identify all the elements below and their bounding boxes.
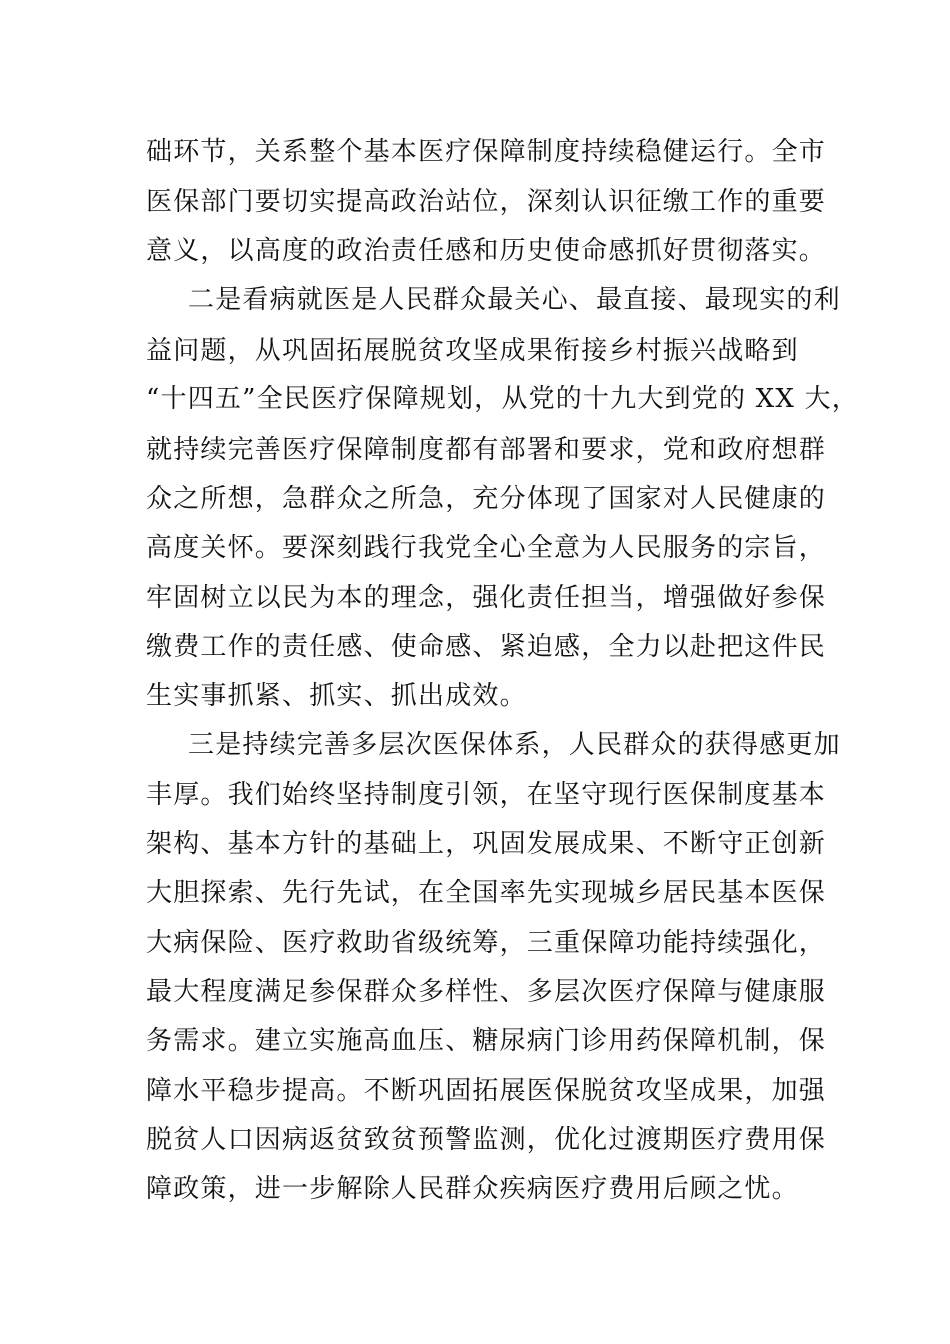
- paragraph-3-line-2: 丰厚。我们始终坚持制度引领，在坚守现行医保制度基本: [146, 780, 827, 810]
- paragraph-2-line-1: 二是看病就医是人民群众最关心、最直接、最现实的利: [188, 285, 841, 315]
- paragraph-2-line-4: 就持续完善医疗保障制度都有部署和要求，党和政府想群: [146, 435, 827, 465]
- paragraph-2-line-5: 众之所想，急群众之所急，充分体现了国家对人民健康的: [146, 484, 827, 514]
- paragraph-3-line-3: 架构、基本方针的基础上，巩固发展成果、不断守正创新: [146, 829, 827, 859]
- paragraph-3-line-7: 务需求。建立实施高血压、糖尿病门诊用药保障机制，保: [146, 1026, 827, 1056]
- paragraph-3-line-9: 脱贫人口因病返贫致贫预警监测，优化过渡期医疗费用保: [146, 1125, 827, 1155]
- paragraph-2-line-6: 高度关怀。要深刻践行我党全心全意为人民服务的宗旨，: [146, 533, 827, 563]
- paragraph-3-line-5: 大病保险、医疗救助省级统筹，三重保障功能持续强化，: [146, 928, 827, 958]
- paragraph-2-line-7: 牢固树立以民为本的理念，强化责任担当，增强做好参保: [146, 583, 827, 613]
- paragraph-3-line-4: 大胆探索、先行先试，在全国率先实现城乡居民基本医保: [146, 878, 827, 908]
- paragraph-3-line-10: 障政策，进一步解除人民群众疾病医疗费用后顾之忧。: [146, 1174, 799, 1204]
- paragraph-1-line-1: 础环节，关系整个基本医疗保障制度持续稳健运行。全市: [146, 137, 827, 167]
- paragraph-1-line-3: 意义，以高度的政治责任感和历史使命感抓好贯彻落实。: [146, 236, 827, 266]
- paragraph-2-line-2: 益问题，从巩固拓展脱贫攻坚成果衔接乡村振兴战略到: [146, 336, 799, 366]
- paragraph-3-line-6: 最大程度满足参保群众多样性、多层次医疗保障与健康服: [146, 977, 827, 1007]
- paragraph-3-line-8: 障水平稳步提高。不断巩固拓展医保脱贫攻坚成果，加强: [146, 1076, 827, 1106]
- paragraph-1-line-2: 医保部门要切实提高政治站位，深刻认识征缴工作的重要: [146, 187, 827, 217]
- paragraph-2-line-3: “十四五”全民医疗保障规划，从党的十九大到党的 XX 大，: [146, 384, 859, 414]
- paragraph-2-line-9: 生实事抓紧、抓实、抓出成效。: [146, 681, 527, 711]
- paragraph-2-line-8: 缴费工作的责任感、使命感、紧迫感，全力以赴把这件民: [146, 632, 827, 662]
- paragraph-3-line-1: 三是持续完善多层次医保体系，人民群众的获得感更加: [188, 730, 841, 760]
